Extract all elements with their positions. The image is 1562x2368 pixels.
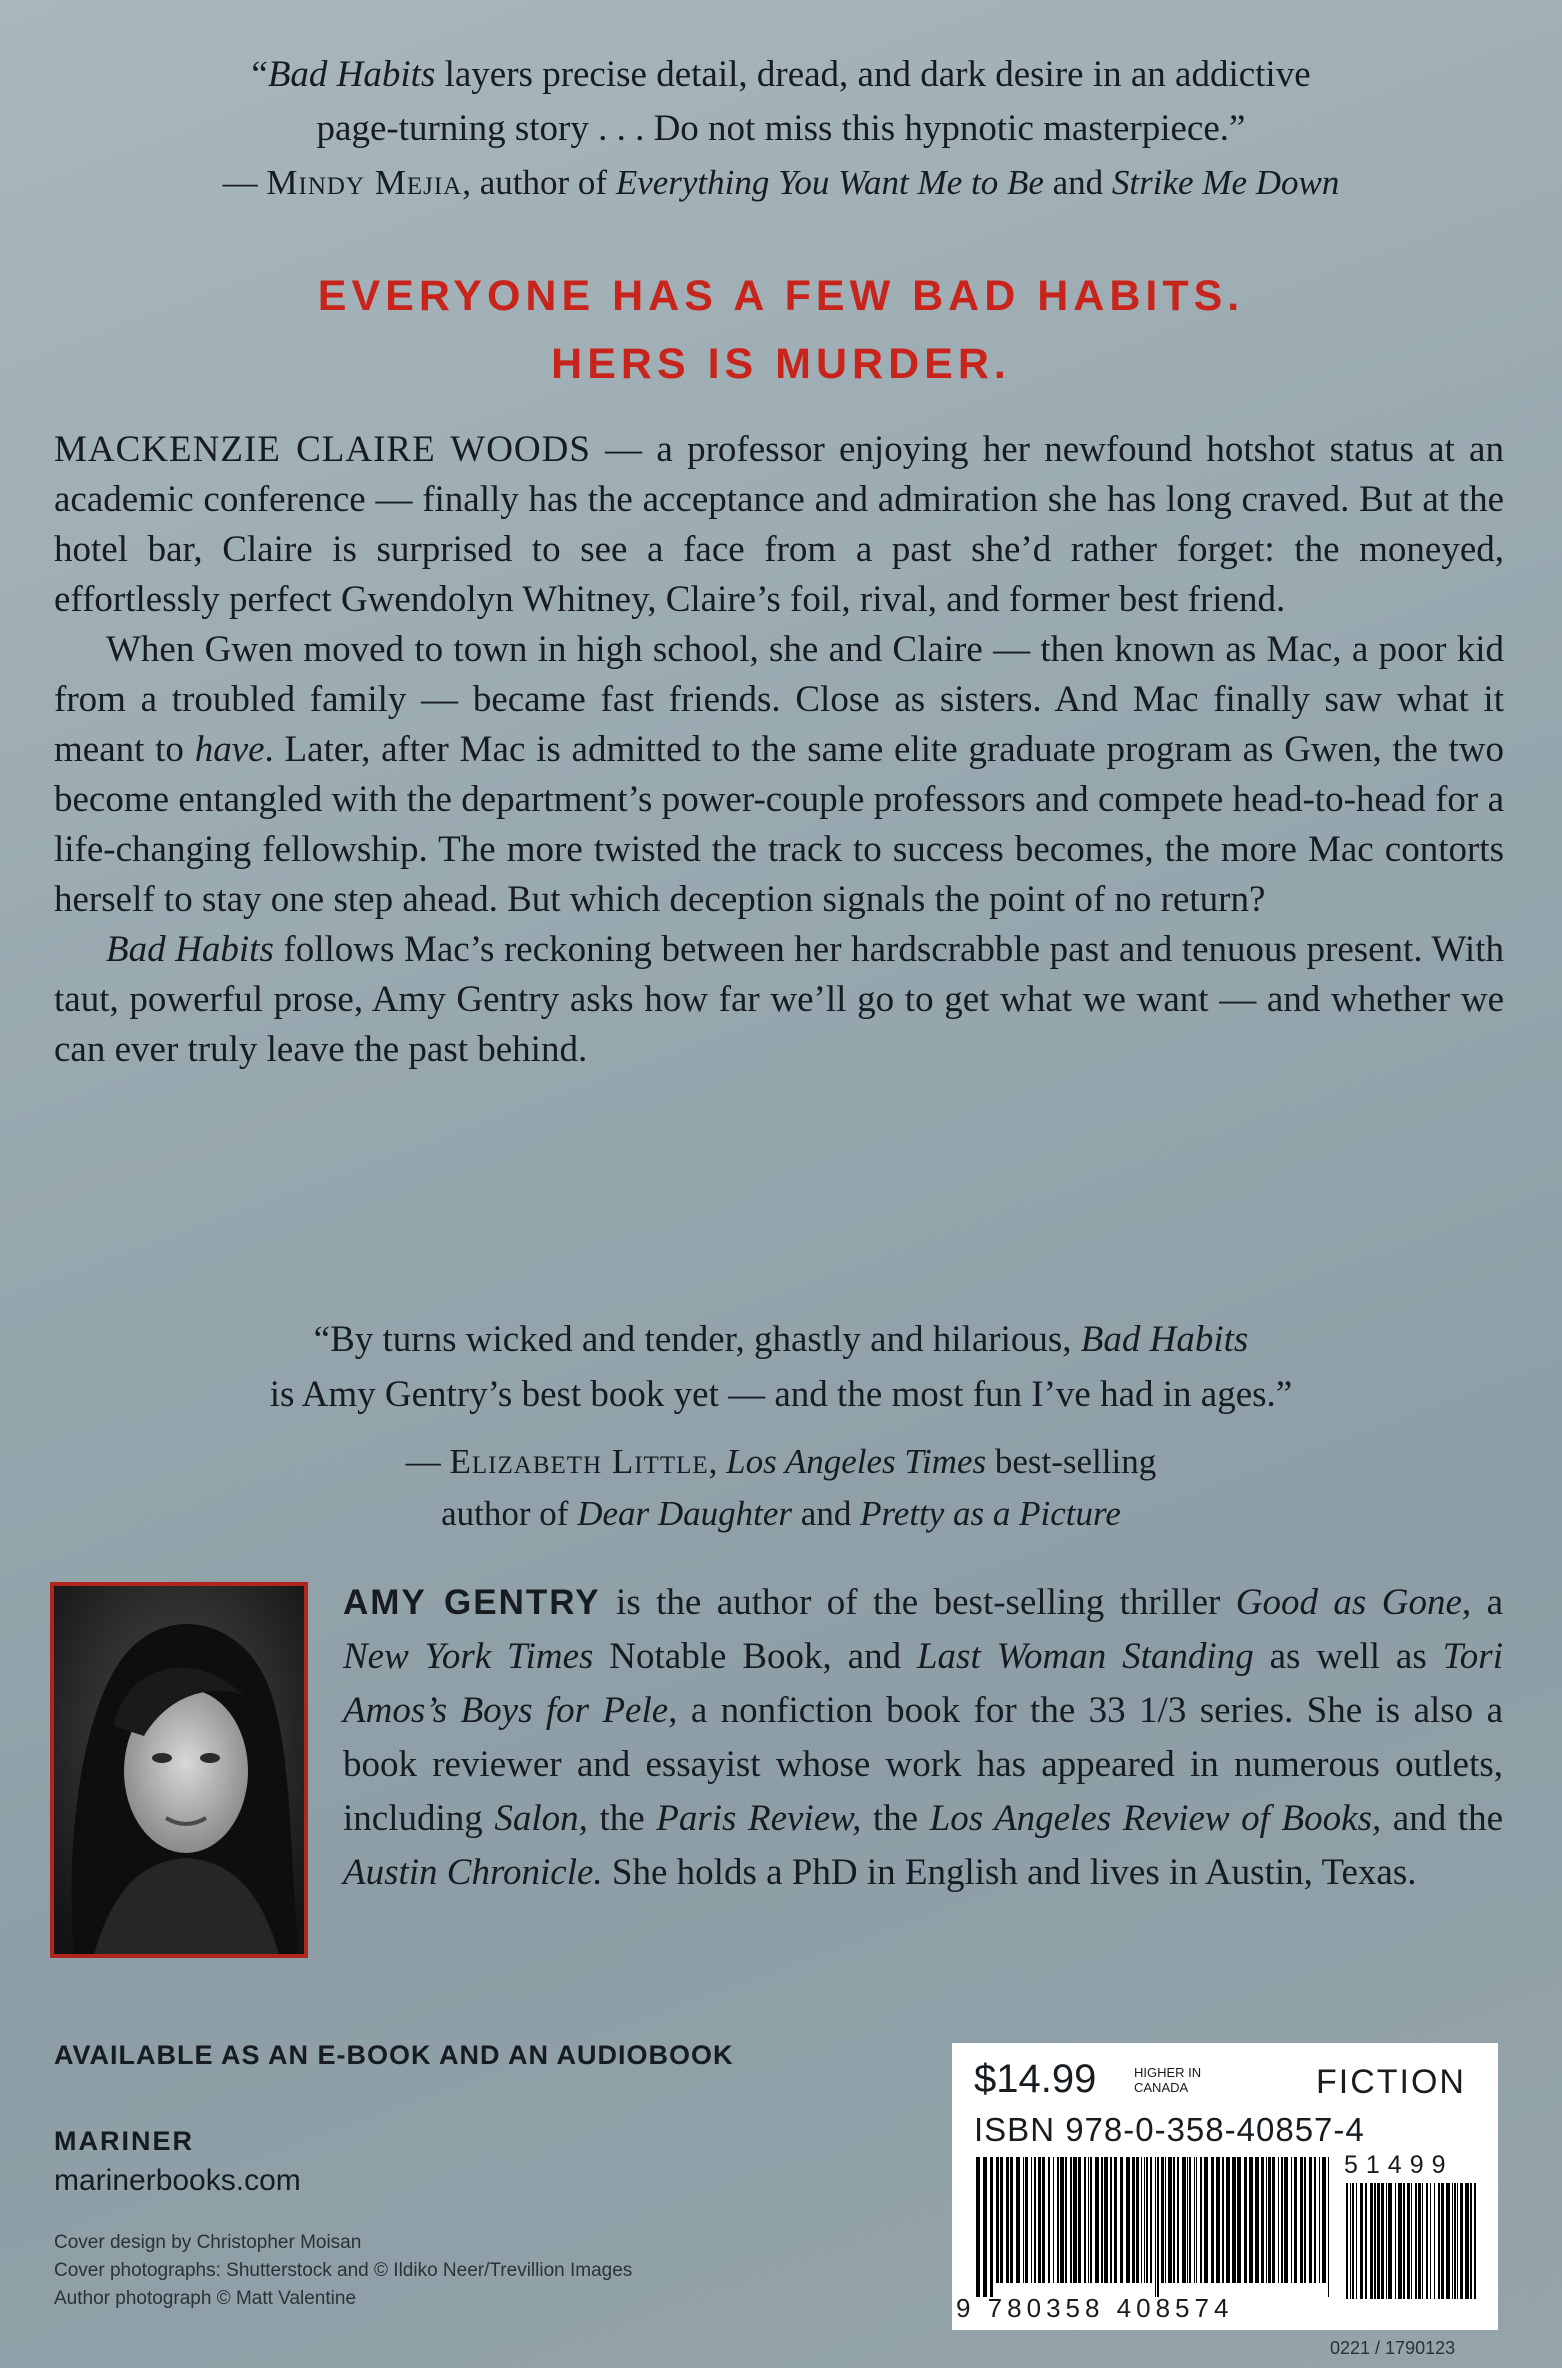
barcode-bar — [1146, 2157, 1148, 2283]
barcode-bar — [1006, 2157, 1009, 2283]
print-code: 0221 / 1790123 — [1330, 2338, 1456, 2358]
barcode-panel — [952, 2043, 1498, 2330]
barcode-bar — [1104, 2157, 1108, 2283]
barcode-bar — [1452, 2183, 1453, 2299]
barcode-bar — [1415, 2183, 1417, 2299]
author-name: AMY GENTRY — [343, 1583, 601, 1622]
barcode-bar — [1381, 2183, 1384, 2299]
barcode-bar — [1294, 2157, 1297, 2283]
quote1-book-title: Bad Habits — [267, 54, 436, 95]
barcode-bar — [1244, 2157, 1247, 2283]
barcode-bar — [1356, 2183, 1357, 2299]
barcode-bar — [1194, 2157, 1195, 2283]
barcode-bar — [1216, 2157, 1220, 2283]
tagline-line2: HERS IS MURDER. — [551, 340, 1011, 388]
barcode-bar — [1177, 2157, 1179, 2283]
barcode-bar — [1398, 2183, 1402, 2299]
quote1-line1: “Bad Habits layers precise detail, dread, and dark desire in an addictive — [251, 54, 1311, 95]
barcode-addon-digits: 51499 — [1344, 2151, 1454, 2179]
author-portrait-image — [54, 1586, 304, 1954]
barcode-bar — [1048, 2157, 1050, 2283]
barcode-bar — [1161, 2157, 1164, 2283]
barcode-bar — [1426, 2183, 1428, 2299]
barcode-bar — [1411, 2183, 1412, 2299]
quote1-author-name: Mindy Mejia — [266, 163, 463, 202]
credit-cover-design: Cover design by Christopher Moisan — [54, 2232, 362, 2253]
barcode-main-bars — [974, 2157, 1334, 2297]
barcode-bar — [1070, 2157, 1072, 2283]
barcode-bar — [1023, 2157, 1024, 2283]
publisher-name: MARINER — [54, 2126, 194, 2156]
barcode-bar — [1291, 2157, 1292, 2283]
barcode-bar — [1300, 2157, 1303, 2283]
barcode-bar — [1078, 2157, 1081, 2283]
barcode-addon-bars — [1344, 2183, 1480, 2313]
barcode-bar — [1141, 2157, 1142, 2283]
barcode-bar — [1053, 2157, 1054, 2283]
barcode-bar — [1126, 2157, 1130, 2283]
barcode-bar — [1441, 2183, 1444, 2299]
barcode-bar — [1182, 2157, 1186, 2283]
barcode-bar — [1272, 2157, 1275, 2283]
barcode-bar — [1110, 2157, 1112, 2283]
tagline-line1: EVERYONE HAS A FEW BAD HABITS. — [317, 272, 1245, 320]
barcode-bar — [1360, 2183, 1363, 2299]
barcode-bar — [1328, 2157, 1329, 2297]
description-paragraph-3: Bad Habits follows Mac’s reckoning between her hardscrabble past and tenuous present. With taut, powerful prose, Amy Gentry asks how far we’ll go to get what we want — and whether we can ever truly leave the past behind. — [54, 929, 1504, 1070]
barcode-bar — [1155, 2157, 1156, 2297]
barcode-bar — [1457, 2183, 1458, 2299]
description-paragraph-2: When Gwen moved to town in high school, she and Claire — then known as Mac, a poor kid from a troubled family — became fast friends. Close as sisters. And Mac finally saw what it meant to have. Later, after Mac is admitted to the same elite graduate program as Gwen, the two become entangled with the department’s power-couple professors and compete head-to-head for a life-changing fellowship. The more twisted the track to success becomes, the more Mac contorts herself to stay one step ahead. But which deception signals the point of no return? — [54, 629, 1504, 920]
barcode-bar — [1438, 2183, 1440, 2299]
barcode-bar — [1454, 2183, 1456, 2299]
barcode-bar — [1365, 2183, 1367, 2299]
barcode-bar — [1034, 2157, 1036, 2283]
credit-author-photograph: Author photograph © Matt Valentine — [54, 2288, 357, 2309]
barcode-bar — [1168, 2157, 1172, 2283]
barcode-bar — [1025, 2157, 1028, 2283]
barcode-bar — [1187, 2157, 1188, 2283]
barcode-bar — [1470, 2183, 1472, 2299]
description-paragraph-1: MACKENZIE CLAIRE WOODS — a professor enjoying her newfound hotshot status at an academic conference — finally has the acceptance and admiration she has long craved. But at the hotel bar, Claire is surprised to see a face from a past she’d rather forget: the moneyed, effortlessly perfect Gwendolyn Whitney, Claire’s foil, rival, and former best friend. — [54, 429, 1504, 620]
barcode-bar — [1249, 2157, 1253, 2283]
barcode-bar — [1322, 2157, 1326, 2283]
barcode-bar — [1474, 2183, 1476, 2299]
credit-cover-photographs: Cover photographs: Shutterstock and © Ildiko Neer/Trevillion Images — [54, 2260, 633, 2281]
barcode-bar — [1386, 2183, 1387, 2299]
publisher-website: marinerbooks.com — [54, 2164, 301, 2197]
barcode-bar — [1377, 2183, 1380, 2299]
quote2-line2: is Amy Gentry’s best book yet — and the most fun I’ve had in ages.” — [269, 1374, 1293, 1415]
barcode-bar — [1268, 2157, 1271, 2283]
barcode-bar — [1261, 2157, 1264, 2283]
barcode-bar — [1132, 2157, 1135, 2283]
quote1-line2: page-turning story . . . Do not miss this hypnotic masterpiece.” — [316, 108, 1246, 149]
barcode-bar — [1157, 2157, 1159, 2297]
tagline — [60, 262, 1502, 398]
barcode-bar — [1465, 2183, 1469, 2299]
barcode-bar — [1042, 2157, 1045, 2283]
category-label: FICTION — [1316, 2063, 1466, 2101]
barcode-bar — [1150, 2157, 1152, 2283]
barcode-bar — [1095, 2157, 1099, 2283]
barcode-bar — [1309, 2157, 1312, 2283]
quote2-line1: “By turns wicked and tender, ghastly and hilarious, Bad Habits — [313, 1319, 1249, 1360]
barcode-bar — [1031, 2157, 1032, 2283]
barcode-bar — [1460, 2183, 1463, 2299]
barcode-bar — [1350, 2183, 1351, 2299]
author-photo — [50, 1582, 308, 1958]
barcode-bar — [1346, 2183, 1348, 2299]
barcode-bar — [1010, 2157, 1013, 2283]
barcode-bar — [1200, 2157, 1202, 2283]
book-description — [54, 425, 1504, 1075]
quote2-attribution: — Elizabeth Little, Los Angeles Times best-selling author of Dear Daughter and Pretty as a Picture — [405, 1442, 1157, 1533]
barcode-bar — [1374, 2183, 1376, 2299]
barcode-bar — [1101, 2157, 1103, 2283]
barcode-bar — [1434, 2183, 1435, 2299]
barcode-bar — [1144, 2157, 1145, 2283]
price-note: HIGHER IN CANADA — [1134, 2065, 1202, 2095]
barcode-bar — [1319, 2157, 1320, 2283]
barcode-bar — [1422, 2183, 1423, 2299]
barcode-bar — [1352, 2183, 1354, 2299]
quote2-author-name: Elizabeth Little — [449, 1442, 709, 1481]
endorsement-quote-1 — [60, 48, 1502, 210]
barcode-bar — [1189, 2157, 1191, 2283]
barcode-bar — [1016, 2157, 1020, 2283]
barcode-digits: 9 780358 408574 — [956, 2293, 1234, 2323]
barcode-bar — [1370, 2183, 1373, 2299]
barcode-bar — [1395, 2183, 1396, 2299]
barcode-bar — [1000, 2157, 1003, 2283]
barcode-bar — [1226, 2157, 1230, 2283]
barcode-bar — [1090, 2157, 1092, 2283]
barcode-bar — [1114, 2157, 1117, 2283]
barcode-bar — [983, 2157, 987, 2297]
barcode-bar — [1232, 2157, 1236, 2283]
available-formats: AVAILABLE AS AN E-BOOK AND AN AUDIOBOOK — [54, 2040, 734, 2070]
barcode-bar — [1173, 2157, 1175, 2283]
barcode-bar — [976, 2157, 980, 2297]
barcode-bar — [1255, 2157, 1259, 2283]
barcode-bar — [1278, 2157, 1279, 2283]
price: $14.99 — [974, 2057, 1097, 2101]
endorsement-quote-2 — [60, 1312, 1502, 1540]
barcode-bar — [1403, 2183, 1405, 2299]
barcode-bar — [1211, 2157, 1214, 2283]
barcode-bar — [1304, 2157, 1306, 2283]
barcode-bar — [1266, 2157, 1267, 2283]
barcode-bar — [1057, 2157, 1059, 2283]
barcode-bar — [1084, 2157, 1086, 2283]
barcode-bar — [1446, 2183, 1450, 2299]
barcode-bar — [1430, 2183, 1431, 2299]
barcode-bar — [1418, 2183, 1421, 2299]
barcode-bar — [1237, 2157, 1241, 2283]
barcode-bar — [1165, 2157, 1166, 2283]
barcode-bar — [1060, 2157, 1064, 2283]
barcode-bar — [1407, 2183, 1410, 2299]
barcode-bar — [1088, 2157, 1089, 2283]
barcode-bar — [1314, 2157, 1316, 2283]
barcode-bar — [1196, 2157, 1197, 2283]
barcode-bar — [1284, 2157, 1288, 2283]
barcode-bar — [1388, 2183, 1392, 2299]
barcode-bar — [1136, 2157, 1139, 2283]
barcode-bar — [1073, 2157, 1077, 2283]
barcode-bar — [1222, 2157, 1224, 2283]
author-bio: AMY GENTRY is the author of the best-selling thriller Good as Gone, a New York Times Notable Book, and Last Woman Standing as well as Tori Amos’s Boys for Pele, a nonfiction book for the 33 1/3 series. She is also a book reviewer and essayist whose work has appeared in numerous outlets, including Salon, the Paris Review, the Los Angeles Review of Books, and the Austin Chronicle. She holds a PhD in English and lives in Austin, Texas. — [343, 1582, 1504, 1893]
barcode-bar — [996, 2157, 999, 2283]
barcode-bar — [990, 2157, 993, 2297]
barcode-bar — [1038, 2157, 1041, 2283]
barcode-bar — [1204, 2157, 1208, 2283]
barcode-bar — [1281, 2157, 1283, 2283]
barcode-bar — [1065, 2157, 1067, 2283]
barcode-bar — [1120, 2157, 1123, 2283]
isbn-number: ISBN 978-0-358-40857-4 — [974, 2111, 1365, 2148]
quote1-attribution: — Mindy Mejia, author of Everything You Want Me to Be and Strike Me Down — [222, 163, 1340, 202]
